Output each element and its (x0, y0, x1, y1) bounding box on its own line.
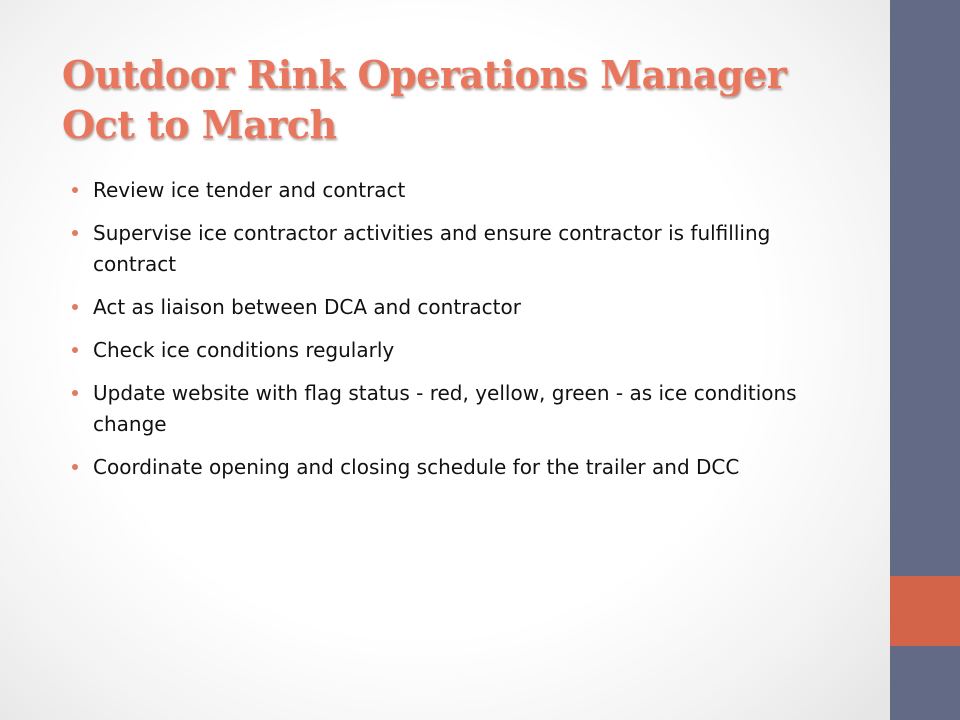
bullet-dot-icon (72, 230, 78, 236)
bullet-item (72, 175, 802, 206)
bullet-dot-icon (72, 464, 78, 470)
side-accent-block (890, 576, 960, 646)
bullet-item (72, 335, 802, 366)
slide-title-line-2: Oct to March (62, 102, 337, 147)
bullet-text: Review ice tender and contract (93, 178, 406, 202)
bullet-item (72, 292, 802, 323)
bullet-text: Coordinate opening and closing schedule for the trailer and DCC (93, 455, 740, 479)
bullet-list (72, 175, 802, 495)
bullet-item (72, 378, 802, 440)
bullet-dot-icon (72, 304, 78, 310)
bullet-text: Check ice conditions regularly (93, 338, 395, 362)
bullet-dot-icon (72, 187, 78, 193)
bullet-text: Update website with flag status - red, yellow, green - as ice conditions change (93, 381, 797, 436)
slide-title-line-1: Outdoor Rink Operations Manager (62, 52, 787, 97)
bullet-dot-icon (72, 347, 78, 353)
bullet-text: Supervise ice contractor activities and ensure contractor is fulfilling contract (93, 221, 771, 276)
bullet-dot-icon (72, 390, 78, 396)
bullet-item (72, 452, 802, 483)
bullet-item (72, 218, 802, 280)
bullet-text: Act as liaison between DCA and contractor (93, 295, 521, 319)
slide-title (62, 50, 862, 150)
